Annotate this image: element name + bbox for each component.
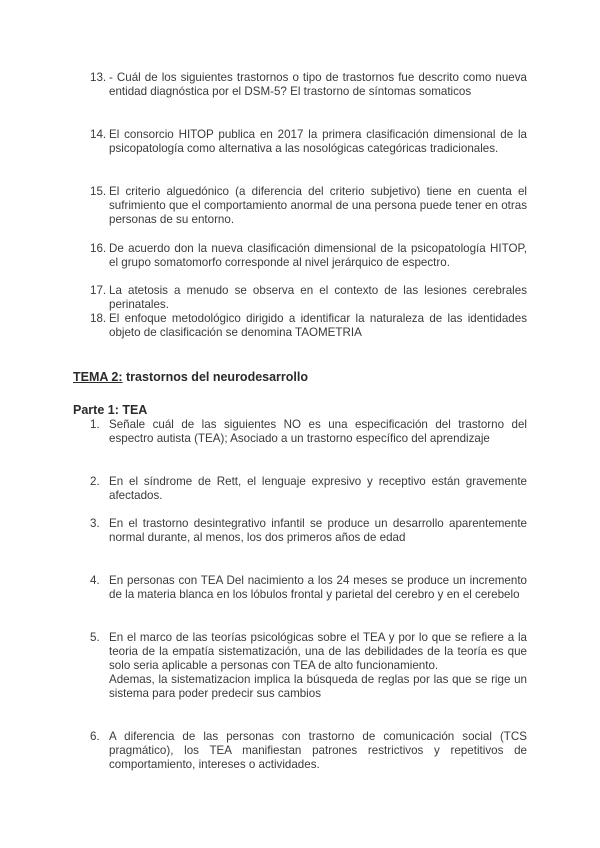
item-text: El consorcio HITOP publica en 2017 la primera clasificación dimensional de la psicopatología como alternativa a las nosológicas categóricas tradicionales. — [109, 128, 527, 155]
list-item — [90, 631, 527, 701]
section-label: TEMA 2: — [73, 370, 123, 384]
item-extra-text: Ademas, la sistematizacion implica la búsqueda de reglas por las que se rige un sistema para poder predecir sus cambios — [109, 673, 527, 700]
list-item — [90, 71, 527, 99]
item-text: En el marco de las teorías psicológicas sobre el TEA y por lo que se refiere a la teoria de la empatía sistematización, una de las debilidades de la teoría es que solo seria aplicable a personas con TEA de alto funcionamiento. — [109, 631, 527, 672]
list-item — [90, 730, 527, 772]
item-text: La atetosis a menudo se observa en el contexto de las lesiones cerebrales perinatales. — [109, 284, 527, 311]
list-item — [90, 242, 527, 270]
list-item — [90, 517, 527, 545]
item-number: 13. — [90, 71, 107, 84]
item-text: - Cuál de los siguientes trastornos o tipo de trastornos fue descrito como nueva entidad diagnóstica por el DSM-5? El trastorno de síntomas somaticos — [109, 71, 527, 98]
list-item — [90, 475, 527, 503]
part-heading: Parte 1: TEA — [73, 403, 148, 417]
list-item — [90, 418, 527, 446]
item-number: 17. — [90, 284, 107, 297]
list-item — [90, 574, 527, 602]
item-number: 1. — [90, 418, 100, 431]
item-number: 15. — [90, 185, 107, 198]
item-text: En el síndrome de Rett, el lenguaje expresivo y receptivo están gravemente afectados. — [109, 475, 527, 502]
item-number: 4. — [90, 574, 100, 587]
item-text: En el trastorno desintegrativo infantil se produce un desarrollo aparentemente normal durante, al menos, los dos primeros años de edad — [109, 517, 527, 544]
item-text: El enfoque metodológico dirigido a identificar la naturaleza de las identidades objeto de clasificación se denomina TAOMETRIA — [109, 312, 527, 339]
item-text: De acuerdo don la nueva clasificación dimensional de la psicopatología HITOP, el grupo somatomorfo corresponde al nivel jerárquico de espectro. — [109, 242, 527, 269]
section-heading — [73, 370, 308, 384]
item-number: 3. — [90, 517, 100, 530]
item-text: Señale cuál de las siguientes NO es una especificación del trastorno del espectro autista (TEA); Asociado a un trastorno específico del aprendizaje — [109, 418, 527, 445]
item-text: El criterio alguedónico (a diferencia del criterio subjetivo) tiene en cuenta el sufrimiento que el comportamiento anormal de una persona puede tener en otras personas de su entorno. — [109, 185, 527, 226]
item-number: 16. — [90, 242, 107, 255]
item-number: 5. — [90, 631, 100, 644]
item-number: 18. — [90, 312, 107, 325]
item-number: 14. — [90, 128, 107, 141]
list-item — [90, 312, 527, 340]
list-item — [90, 128, 527, 156]
list-item — [90, 185, 527, 227]
item-number: 6. — [90, 730, 100, 743]
item-number: 2. — [90, 475, 100, 488]
section-title: trastornos del neurodesarrollo — [122, 370, 309, 384]
list-item — [90, 284, 527, 312]
item-text: En personas con TEA Del nacimiento a los 24 meses se produce un incremento de la materia blanca en los lóbulos frontal y parietal del cerebro y en el cerebelo — [109, 574, 527, 601]
item-text: A diferencia de las personas con trastorno de comunicación social (TCS pragmático), los TEA manifiestan patrones restrictivos y repetitivos de comportamiento, intereses o actividades. — [109, 730, 527, 771]
